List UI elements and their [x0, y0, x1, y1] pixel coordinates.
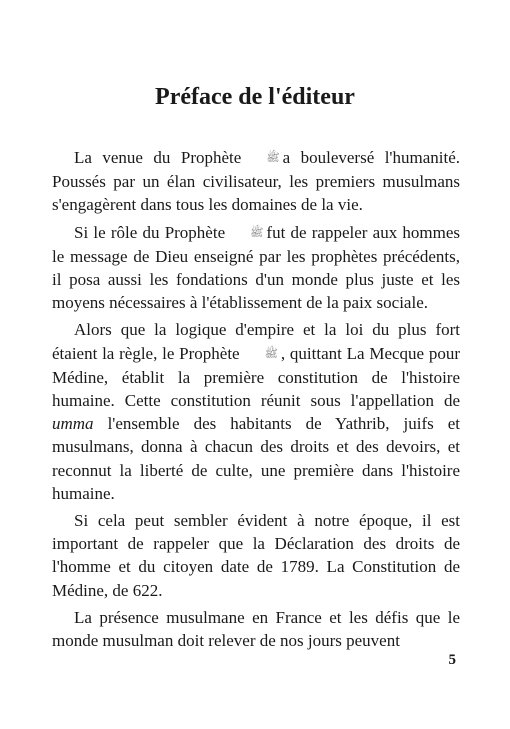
text-segment: fut de rappeler aux hommes le message de Dieu enseigné par les prophètes précédents, il posa aussi les fondations d'un monde plus juste et les moyens nécessaires à l'établissement de la paix sociale.: [52, 222, 460, 313]
salawat-icon: ﷺ: [266, 152, 280, 164]
salawat-icon: ﷺ: [250, 226, 264, 239]
paragraph-3: [52, 318, 460, 505]
text-segment: La venue du Prophète: [74, 148, 242, 167]
paragraph-5: La présence musulmane en France et les défis que le monde musulman doit relever de nos jours peuvent: [52, 607, 460, 651]
page-title: Préface de l'éditeur: [155, 84, 355, 110]
text-segment: , quittant La Mecque pour Médine, établit la première constitution de l'histoire humaine. Cette constitution réunit sous l'appellation de: [52, 343, 461, 411]
salawat-icon: ﷺ: [264, 347, 278, 360]
preface-body: [52, 146, 460, 656]
text-segment: l'ensemble des habitants de Yathrib, juifs et musulmans, donna à chacun des droits et des devoirs, et reconnut la liberté de culte, une première dans l'histoire humaine.: [52, 414, 461, 503]
text-segment: Alors que la logique d'empire et la loi du plus fort étaient la règle, le Prophète: [52, 320, 460, 363]
paragraph-1: [52, 146, 460, 217]
text-segment: a bouleversé l'humanité. Poussés par un élan civilisateur, les premiers musulmans s'engagèrent dans tous les domaines de la vie.: [52, 148, 460, 215]
paragraph-2: [52, 221, 460, 315]
page-number: 5: [448, 652, 456, 668]
emphasized-term: umma: [52, 414, 94, 434]
text-segment: Si le rôle du Prophète: [74, 222, 226, 242]
paragraph-4: Si cela peut sembler évident à notre époque, il est important de rappeler que la Déclaration des droits de l'homme et du citoyen date de 1789. La Constitution de Médine, de 622.: [52, 511, 460, 600]
